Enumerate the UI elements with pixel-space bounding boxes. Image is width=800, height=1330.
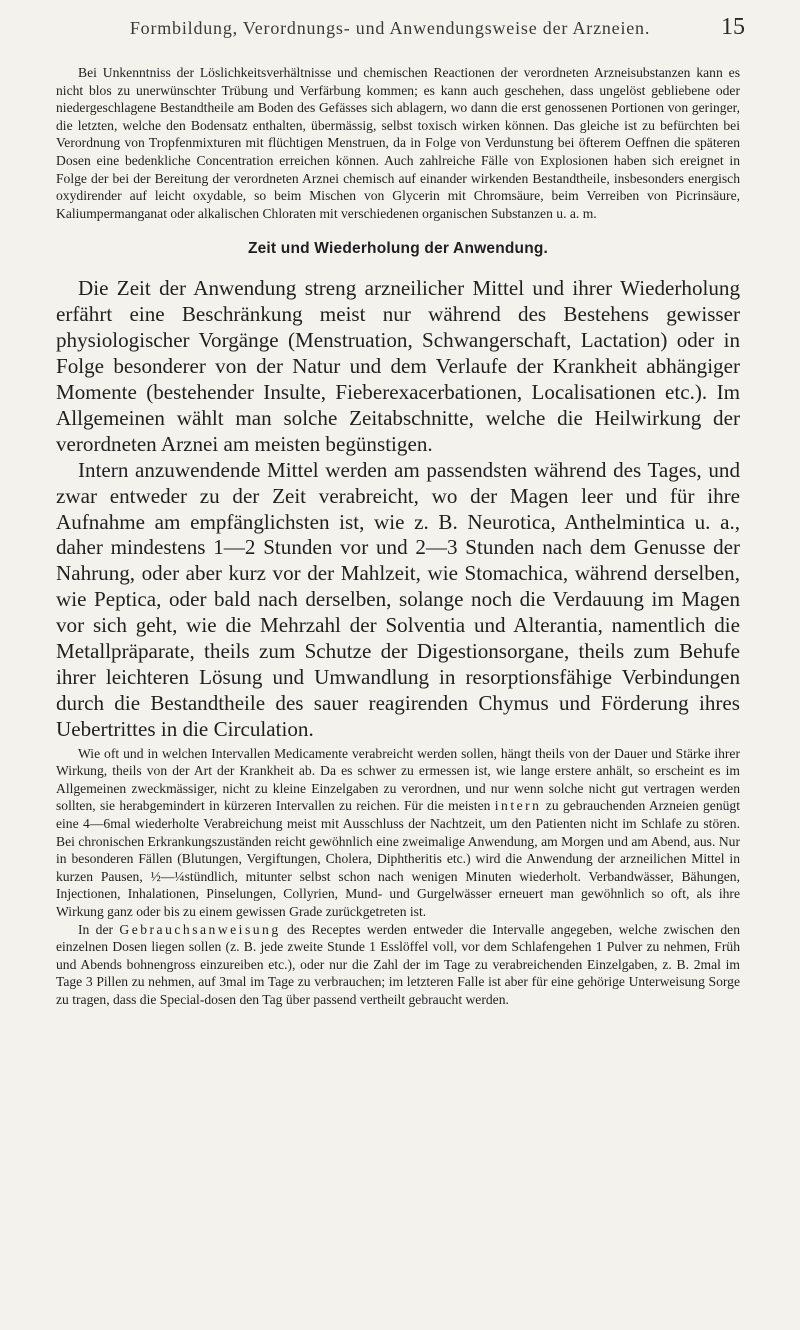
emphasis-gebrauchsanweisung: Gebrauchsanweisung xyxy=(119,921,281,937)
page-body xyxy=(56,64,740,1009)
intro-block xyxy=(56,64,740,222)
main-paragraph-1: Die Zeit der Anwendung streng arzneilicher Mittel und ihrer Wiederholung erfährt eine Beschränkung meist nur während des Bestehens gewisser physiologischer Vorgänge (Menstruation, Schwangerschaft, Lactation) oder in Folge besonderer von der Natur und dem Verlaufe der Krankheit abhängiger Momente (bestehender Insulte, Fieberexacerbationen, Localisationen etc.). Im Allgemeinen wählt man solche Zeitabschnitte, welche die Heilwirkung der verordneten Arznei am meisten begünstigen. xyxy=(56,276,740,456)
section-title: Zeit und Wiederholung der Anwendung. xyxy=(247,240,549,258)
notes-paragraph-2 xyxy=(56,921,740,1009)
running-head: Formbildung, Verordnungs- und Anwendungsweise der Arzneien. xyxy=(129,18,651,38)
main-text-block xyxy=(56,276,740,742)
notes-paragraph-1-start: Wie oft und in welchen Intervallen Medicamente verabreicht werden sollen, hängt theils von der Dauer und Stärke ihrer Wirkung, theils von der Art der Krankheit ab. Da es schwer zu ermessen ist, wie lange erstere anhält, so erscheint es im Allgemeinen zweckmässiger, nicht zu kleine Einzelgaben zu verordnen, und nur wenn solche nicht gut vertragen werden sollten, sie herabgemindert in kürzeren Intervallen zu reichen. Für die meisten xyxy=(56,745,740,814)
page-header xyxy=(35,14,745,48)
notes-paragraph-2-start: In der xyxy=(78,921,120,937)
notes-block xyxy=(56,745,740,1009)
page-number: 15 xyxy=(721,14,745,40)
notes-paragraph-1 xyxy=(56,745,740,921)
intro-paragraph: Bei Unkenntniss der Löslichkeitsverhältnisse und chemischen Reactionen der verordneten Arzneisubstanzen kann es nicht blos zu unerwünschter Trübung und Verfärbung kommen; es kann auch geschehen, dass ungelöst gebliebene oder niedergeschlagene Bestandtheile am Boden des Gefässes sich ablagern, wo dann die erst genossenen Portionen von geringer, die letzten, welche den Bodensatz enthalten, übermässig, selbst toxisch wirken können. Das gleiche ist zu befürchten bei Verordnung von Tropfenmixturen mit flüchtigen Menstruen, da in Folge von Verdunstung bei öfterem Oeffnen die späteren Dosen eine bedenkliche Concentration erreichen können. Auch zahlreiche Fälle von Explosionen haben sich ereignet in Folge der bei der Bereitung der verordneten Arznei chemisch auf einander wirkenden Bestandtheile, insbesonders energisch oxydirender auf leicht oxydable, so beim Mischen von Glycerin mit Chromsäure, beim Verreiben von Picrinsäure, Kaliumpermanganat oder alkalischen Chloraten mit verschiedenen organischen Substanzen u. a. m. xyxy=(56,65,740,221)
emphasis-intern: intern xyxy=(494,798,542,814)
notes-paragraph-2-end: des Receptes werden entweder die Intervalle angegeben, welche zwischen den einzelnen Dosen liegen sollen (z. B. jede zweite Stunde 1 Esslöffel voll, vor dem Schlafengehen 1 Pulver zu nehmen, Früh und Abends bohnengross einzureiben etc.), oder nur die Zahl der im Tage zu verabreichenden Einzelgaben, z. B. 2mal im Tage 3 Pillen zu nehmen, auf 3mal im Tage zu verbrauchen; im letzteren Falle ist aber für eine gehörige Unterweisung Sorge zu tragen, dass die Special-dosen den Tag über passend vertheilt gebraucht werden. xyxy=(56,921,740,1007)
main-paragraph-2: Intern anzuwendende Mittel werden am passendsten während des Tages, und zwar entweder zu der Zeit verabreicht, wo der Magen leer und für ihre Aufnahme am empfänglichsten ist, wie z. B. Neurotica, Anthelmintica u. a., daher mindestens 1—2 Stunden vor und 2—3 Stunden nach dem Genusse der Nahrung, oder aber kurz vor der Mahlzeit, wie Stomachica, während derselben, wie Peptica, oder bald nach derselben, solange noch die Verdauung im Magen vor sich geht, wie die Mehrzahl der Solventia und Alterantia, namentlich die Metallpräparate, theils zum Schutze der Digestionsorgane, theils zum Behufe ihrer leichteren Lösung und Umwandlung in resorptionsfähige Verbindungen durch die Bestandtheile des sauer reagirenden Chymus und Förderung ihres Uebertrittes in die Circulation. xyxy=(56,457,740,741)
notes-paragraph-1-end: zu gebrauchenden Arzneien genügt eine 4—6mal wiederholte Verabreichung meist mit Ausschluss der Nachtzeit, um den Patienten nicht im Schlafe zu stören. Bei chronischen Erkrankungszuständen reicht gewöhnlich eine zweimalige Anwendung, am Morgen und am Abend, aus. Nur in besonderen Fällen (Blutungen, Vergiftungen, Cholera, Diphtheritis etc.) wird die Anwendung der arzneilichen Mittel in kurzen Pausen, ½—¼stündlich, mitunter selbst schon nach wenigen Minuten wiederholt. Verbandwässer, Bähungen, Injectionen, Inhalationen, Pinselungen, Collyrien, Mund- und Gurgelwässer erneuert man gewöhnlich so oft, als ihre Wirkung ganz oder bis zu einem gewissen Grade zurückgetreten ist. xyxy=(56,798,740,919)
